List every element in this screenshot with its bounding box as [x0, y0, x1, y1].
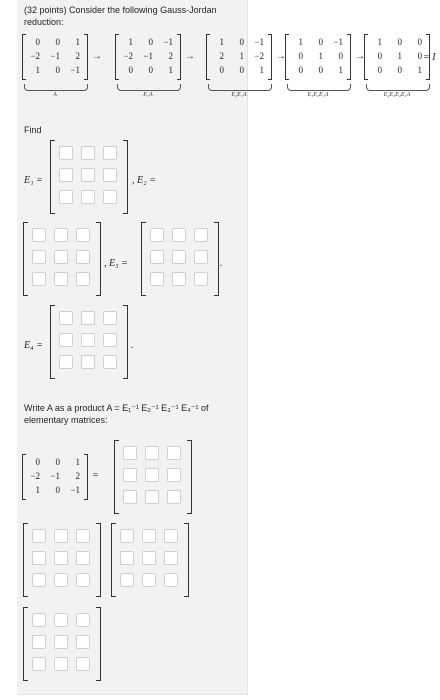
- e1-label: E₁ =: [24, 175, 43, 186]
- matrix-entry: 1: [259, 65, 264, 75]
- matrix-entry: −2: [30, 51, 40, 61]
- arrow-icon: →: [185, 51, 195, 62]
- matrix-entry: 0: [338, 51, 343, 61]
- product-prompt: Write A as a product A = E₁⁻¹ E₂⁻¹ E₃⁻¹ E₄⁻¹ of elementary matrices:: [24, 403, 209, 425]
- matrix-entry: 0: [55, 457, 60, 467]
- matrix-entry: 1: [417, 65, 422, 75]
- product-einv4-matrix: [24, 607, 100, 681]
- matrix-entry: −1: [50, 471, 60, 481]
- entry-input-box[interactable]: [194, 272, 208, 286]
- matrix-entry: −1: [70, 65, 80, 75]
- bracket-right: [187, 440, 192, 514]
- entry-input-box[interactable]: [59, 146, 73, 160]
- entry-input-box[interactable]: [32, 613, 46, 627]
- product-einv3-matrix: [112, 523, 188, 597]
- entry-input-box[interactable]: [172, 228, 186, 242]
- entry-input-box[interactable]: [76, 613, 90, 627]
- bracket-right: [84, 454, 88, 500]
- identity-result: = I: [423, 52, 436, 63]
- entry-input-box[interactable]: [150, 228, 164, 242]
- reduction-matrix-3: [206, 34, 272, 80]
- matrix-entry: 1: [397, 51, 402, 61]
- matrix-entry: 1: [239, 51, 244, 61]
- entry-input-box[interactable]: [59, 190, 73, 204]
- matrix-entry: 1: [338, 65, 343, 75]
- entry-input-box[interactable]: [54, 529, 68, 543]
- matrix-entry: 1: [318, 51, 323, 61]
- matrix-label: E₂E₁A: [231, 92, 247, 98]
- entry-input-box[interactable]: [142, 573, 156, 587]
- matrix-entry: 0: [318, 37, 323, 47]
- entry-input-box[interactable]: [145, 468, 159, 482]
- matrix-entry: 0: [239, 65, 244, 75]
- bracket-left: [50, 305, 55, 379]
- matrix-entry: 2: [219, 51, 224, 61]
- bracket-right: [214, 222, 219, 296]
- reduction-matrix-2: [115, 34, 181, 80]
- e4-matrix: [51, 305, 127, 379]
- matrix-entry: 1: [168, 65, 173, 75]
- entry-input-box[interactable]: [54, 613, 68, 627]
- entry-input-box[interactable]: [123, 468, 137, 482]
- bracket-left: [23, 607, 28, 681]
- entry-input-box[interactable]: [150, 250, 164, 264]
- product-einv2-matrix: [24, 523, 100, 597]
- entry-input-box[interactable]: [59, 311, 73, 325]
- e1-matrix: [51, 140, 127, 214]
- entry-input-box[interactable]: [164, 551, 178, 565]
- entry-input-box[interactable]: [54, 635, 68, 649]
- entry-input-box[interactable]: [54, 228, 68, 242]
- entry-input-box[interactable]: [103, 311, 117, 325]
- e3-matrix: [142, 222, 218, 296]
- bracket-right: [96, 607, 101, 681]
- reduction-matrix-1: [22, 34, 88, 80]
- matrix-entry: 0: [55, 37, 60, 47]
- matrix-entry: −2: [30, 471, 40, 481]
- entry-input-box[interactable]: [81, 333, 95, 347]
- period: .: [220, 258, 223, 269]
- bracket-left: [141, 222, 146, 296]
- entry-input-box[interactable]: [145, 490, 159, 504]
- matrix-entry: 0: [417, 37, 422, 47]
- underbrace: [208, 84, 272, 91]
- entry-input-box[interactable]: [194, 228, 208, 242]
- matrix-entry: 1: [35, 485, 40, 495]
- entry-input-box[interactable]: [164, 573, 178, 587]
- bracket-left: [114, 440, 119, 514]
- matrix-entry: 1: [75, 457, 80, 467]
- matrix-entry: −1: [50, 51, 60, 61]
- entry-input-box[interactable]: [54, 250, 68, 264]
- entry-input-box[interactable]: [123, 446, 137, 460]
- entry-input-box[interactable]: [167, 468, 181, 482]
- matrix-entry: −2: [123, 51, 133, 61]
- entry-input-box[interactable]: [76, 272, 90, 286]
- reduction-matrix-5: [364, 34, 430, 80]
- matrix-entry: −1: [163, 37, 173, 47]
- entry-input-box[interactable]: [172, 272, 186, 286]
- entry-input-box[interactable]: [142, 551, 156, 565]
- entry-input-box[interactable]: [32, 551, 46, 565]
- arrow-icon: →: [355, 51, 365, 62]
- matrix-entry: 0: [219, 65, 224, 75]
- entry-input-box[interactable]: [103, 146, 117, 160]
- entry-input-box[interactable]: [123, 490, 137, 504]
- matrix-entry: 0: [55, 485, 60, 495]
- entry-input-box[interactable]: [81, 311, 95, 325]
- entry-input-box[interactable]: [81, 168, 95, 182]
- matrix-label: E₄E₃E₂E₁A: [383, 92, 411, 98]
- matrix-entry: −2: [254, 51, 264, 61]
- entry-input-box[interactable]: [32, 573, 46, 587]
- matrix-label: E₃E₂E₁A: [307, 92, 329, 98]
- entry-input-box[interactable]: [59, 355, 73, 369]
- entry-input-box[interactable]: [103, 168, 117, 182]
- entry-input-box[interactable]: [142, 529, 156, 543]
- entry-input-box[interactable]: [32, 228, 46, 242]
- entry-input-box[interactable]: [76, 529, 90, 543]
- bracket-left: [111, 523, 116, 597]
- matrix-entry: 0: [128, 65, 133, 75]
- entry-input-box[interactable]: [164, 529, 178, 543]
- entry-input-box[interactable]: [172, 250, 186, 264]
- e2-matrix: [24, 222, 100, 296]
- matrix-entry: −1: [333, 37, 343, 47]
- bracket-right: [184, 523, 189, 597]
- entry-input-box[interactable]: [32, 272, 46, 286]
- matrix-entry: 1: [128, 37, 133, 47]
- matrix-entry: 0: [35, 457, 40, 467]
- matrix-entry: −1: [143, 51, 153, 61]
- bracket-right: [84, 34, 88, 80]
- bracket-right: [177, 34, 181, 80]
- matrix-entry: 0: [318, 65, 323, 75]
- underbrace: [366, 84, 430, 91]
- entry-input-box[interactable]: [120, 573, 134, 587]
- entry-input-box[interactable]: [76, 250, 90, 264]
- entry-input-box[interactable]: [32, 529, 46, 543]
- bracket-left: [23, 523, 28, 597]
- matrix-entry: 0: [397, 65, 402, 75]
- equals-sign: =: [92, 470, 99, 481]
- matrix-entry: −1: [70, 485, 80, 495]
- entry-input-box[interactable]: [54, 272, 68, 286]
- matrix-entry: 0: [377, 65, 382, 75]
- matrix-entry: 0: [397, 37, 402, 47]
- entry-input-box[interactable]: [32, 635, 46, 649]
- bracket-right: [123, 140, 128, 214]
- product-einv1-matrix: [115, 440, 191, 514]
- underbrace: [24, 84, 88, 91]
- entry-input-box[interactable]: [81, 190, 95, 204]
- entry-input-box[interactable]: [120, 529, 134, 543]
- entry-input-box[interactable]: [32, 657, 46, 671]
- arrow-icon: →: [92, 51, 102, 62]
- underbrace: [117, 84, 181, 91]
- entry-input-box[interactable]: [59, 168, 73, 182]
- matrix-entry: 0: [298, 51, 303, 61]
- problem-intro: (32 points) Consider the following Gauss-Jordan reduction:: [24, 5, 217, 27]
- entry-input-box[interactable]: [81, 355, 95, 369]
- entry-input-box[interactable]: [32, 250, 46, 264]
- entry-input-box[interactable]: [150, 272, 164, 286]
- matrix-entry: 1: [377, 37, 382, 47]
- e3-label: , E₃ =: [104, 258, 128, 269]
- bracket-right: [123, 305, 128, 379]
- matrix-entry: −1: [254, 37, 264, 47]
- matrix-entry: 0: [298, 65, 303, 75]
- entry-input-box[interactable]: [54, 551, 68, 565]
- bracket-right: [268, 34, 272, 80]
- entry-input-box[interactable]: [103, 190, 117, 204]
- entry-input-box[interactable]: [145, 446, 159, 460]
- entry-input-box[interactable]: [76, 573, 90, 587]
- entry-input-box[interactable]: [103, 355, 117, 369]
- matrix-entry: 1: [75, 37, 80, 47]
- arrow-icon: →: [276, 51, 286, 62]
- entry-input-box[interactable]: [167, 446, 181, 460]
- bracket-right: [96, 523, 101, 597]
- entry-input-box[interactable]: [167, 490, 181, 504]
- e4-label: E₄ =: [24, 340, 43, 351]
- entry-input-box[interactable]: [59, 333, 73, 347]
- matrix-entry: 0: [55, 65, 60, 75]
- matrix-label: E₁A: [143, 92, 153, 98]
- entry-input-box[interactable]: [120, 551, 134, 565]
- matrix-entry: 0: [239, 37, 244, 47]
- underbrace: [287, 84, 351, 91]
- entry-input-box[interactable]: [54, 657, 68, 671]
- matrix-entry: 2: [168, 51, 173, 61]
- matrix-entry: 2: [75, 51, 80, 61]
- matrix-entry: 2: [75, 471, 80, 481]
- matrix-entry: 0: [148, 37, 153, 47]
- entry-input-box[interactable]: [76, 551, 90, 565]
- entry-input-box[interactable]: [76, 635, 90, 649]
- matrix-entry: 0: [377, 51, 382, 61]
- matrix-entry: 0: [148, 65, 153, 75]
- period: .: [131, 340, 134, 351]
- find-label: Find: [24, 125, 42, 135]
- entry-input-box[interactable]: [76, 228, 90, 242]
- matrix-entry: 0: [417, 51, 422, 61]
- bracket-right: [347, 34, 351, 80]
- matrix-entry: 1: [219, 37, 224, 47]
- bracket-right: [96, 222, 101, 296]
- product-matrix-a: [22, 454, 88, 500]
- entry-input-box[interactable]: [81, 146, 95, 160]
- entry-input-box[interactable]: [76, 657, 90, 671]
- reduction-matrix-4: [285, 34, 351, 80]
- entry-input-box[interactable]: [194, 250, 208, 264]
- matrix-label: A: [53, 92, 57, 98]
- e2-label: , E₂ =: [132, 175, 156, 186]
- bracket-left: [23, 222, 28, 296]
- matrix-entry: 1: [35, 65, 40, 75]
- entry-input-box[interactable]: [103, 333, 117, 347]
- matrix-entry: 1: [298, 37, 303, 47]
- entry-input-box[interactable]: [54, 573, 68, 587]
- matrix-entry: 0: [35, 37, 40, 47]
- bracket-left: [50, 140, 55, 214]
